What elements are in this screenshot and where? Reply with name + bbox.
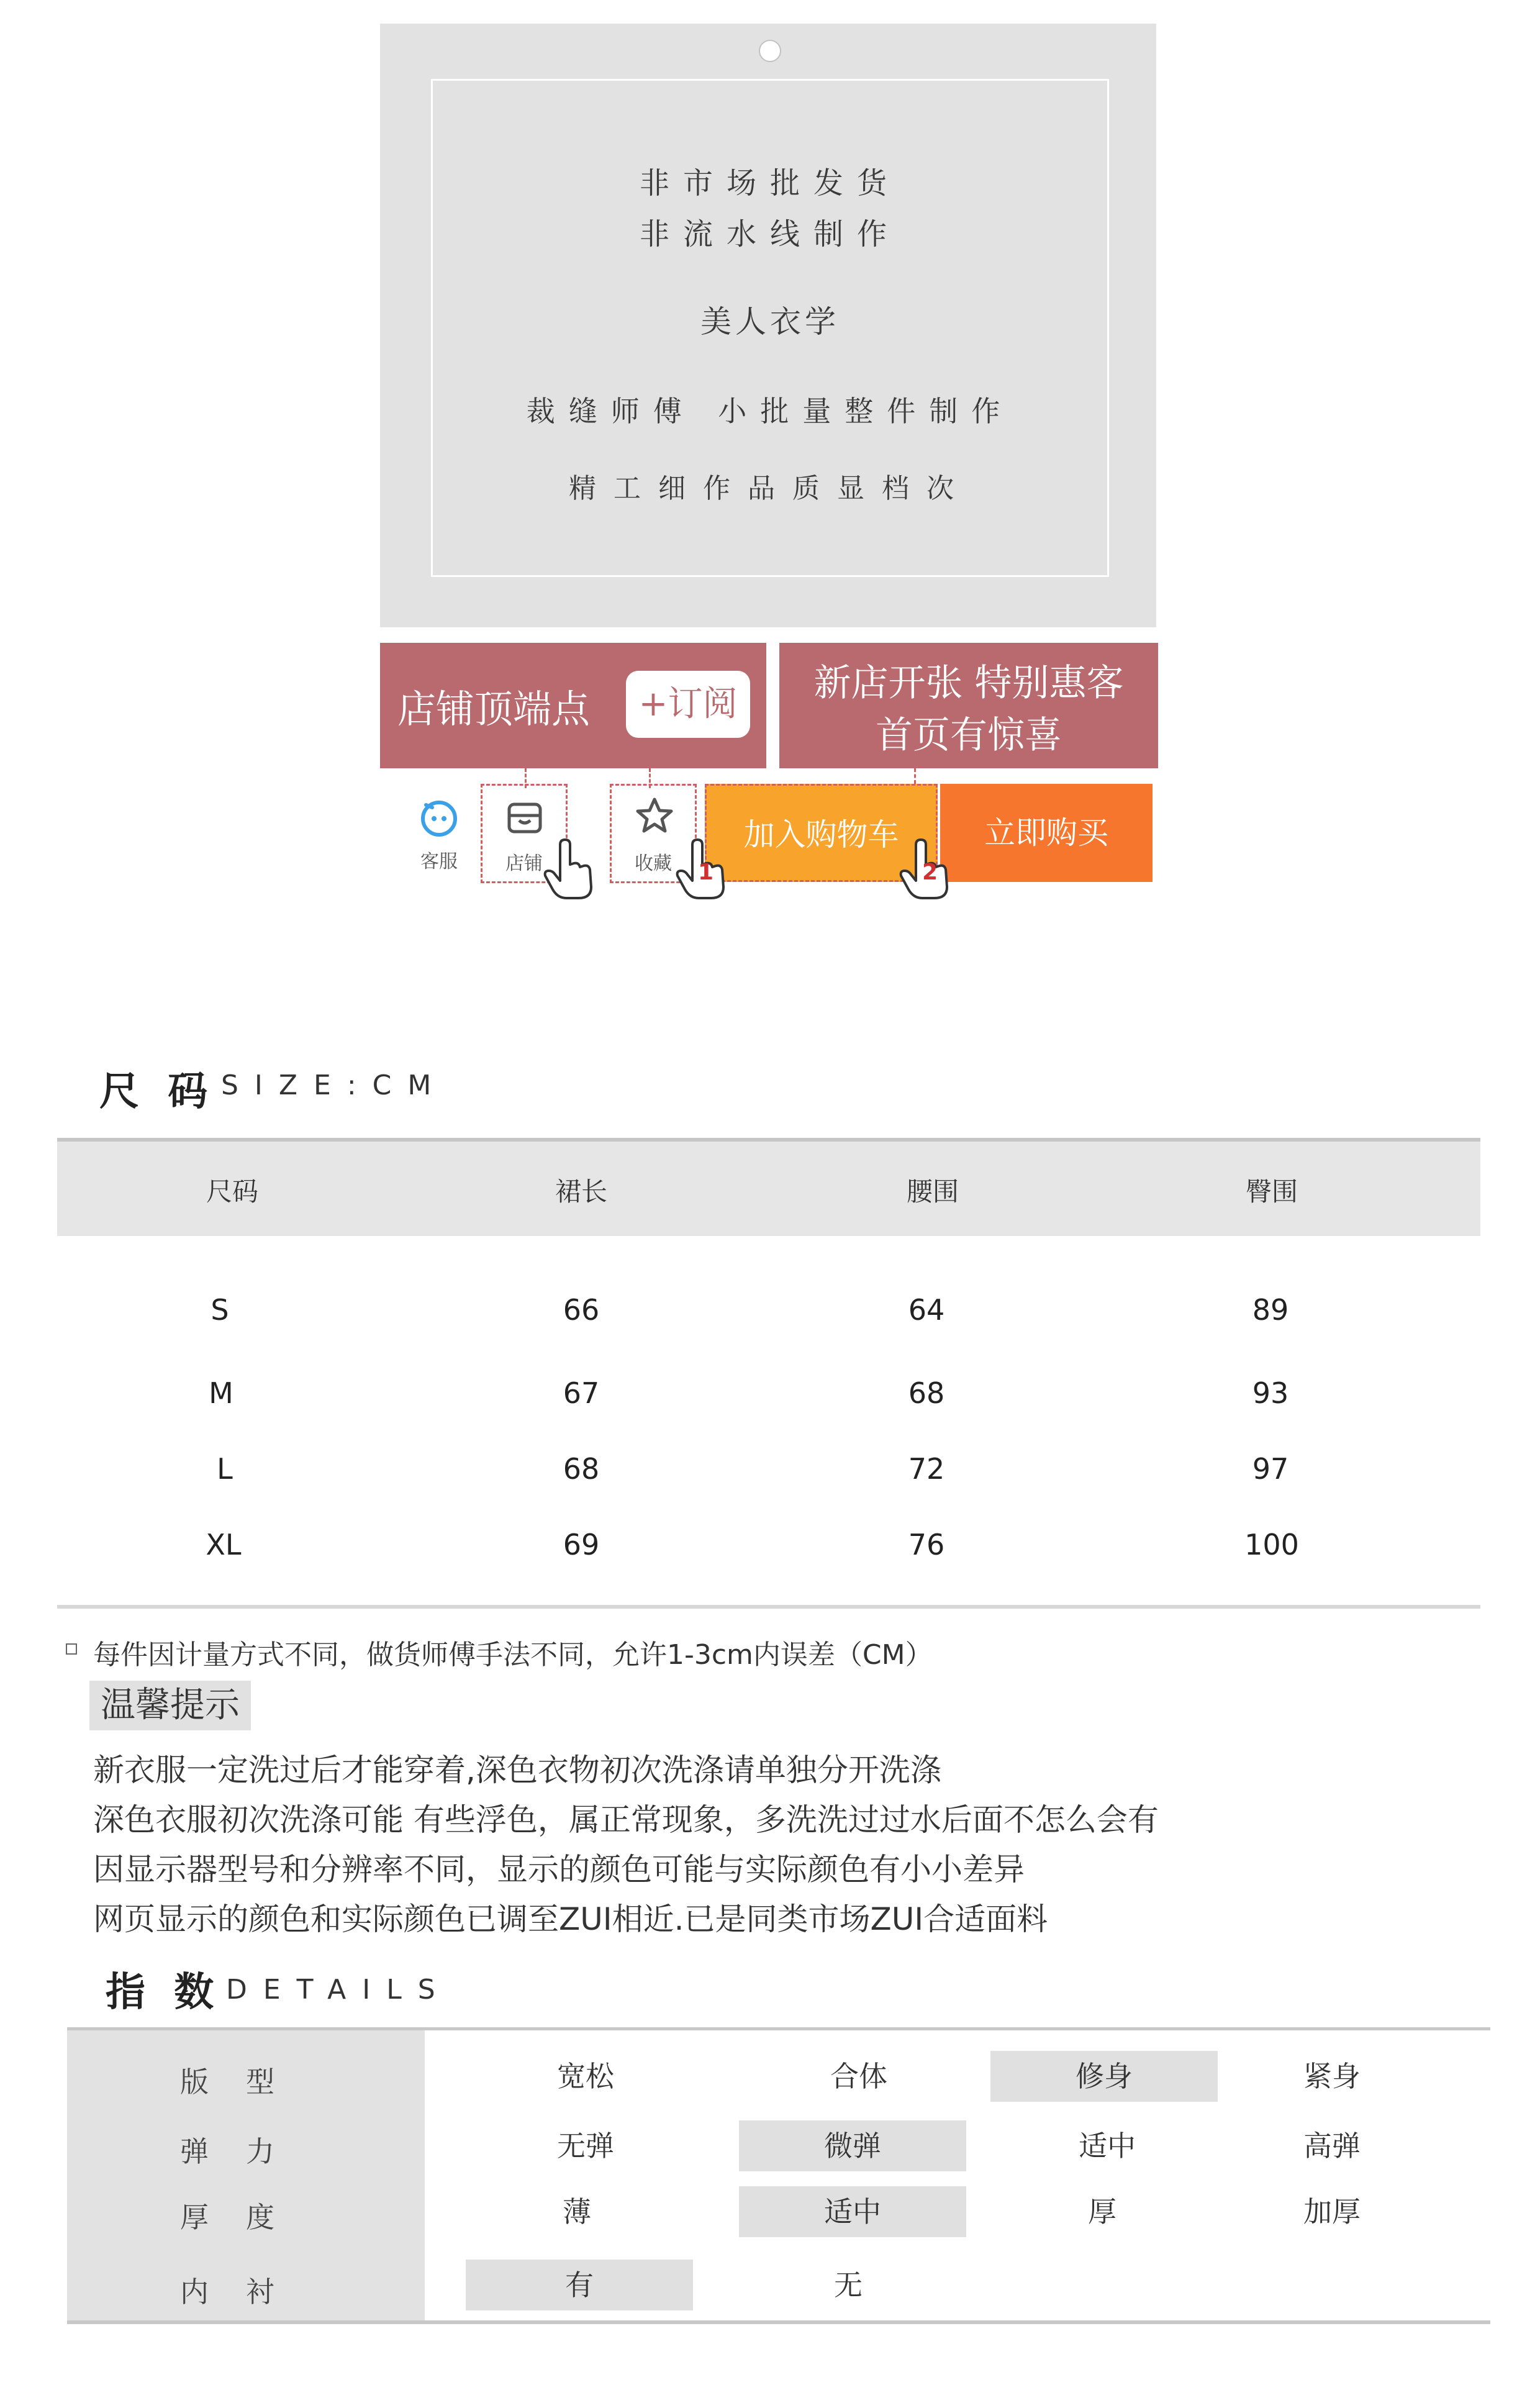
details-option: 适中 <box>1079 2129 1136 2163</box>
service-button[interactable] <box>399 789 479 882</box>
details-option: 紧身 <box>1303 2060 1361 2093</box>
size-col-header: 腰围 <box>906 1176 959 1207</box>
divider <box>67 2027 1490 2030</box>
size-col-header: 臀围 <box>1245 1176 1298 1207</box>
store-label: 店铺 <box>505 853 543 874</box>
note-bullet <box>66 1643 77 1655</box>
tag-line-4: 裁缝师傅 小批量整件制作 <box>526 394 1014 428</box>
tag-line-2: 非流水线制作 <box>639 217 900 252</box>
step-number: 1 <box>698 860 714 885</box>
promo-right-line-2: 首页有惊喜 <box>876 714 1062 757</box>
size-note: 每件因计量方式不同，做货师傅手法不同，允许1-3cm内误差（CM） <box>93 1639 933 1671</box>
add-to-cart-button[interactable]: 加入购物车 <box>705 784 938 882</box>
buy-now-button[interactable]: 立即购买 <box>940 784 1153 882</box>
size-section-subtitle: SIZE:CM <box>221 1070 448 1101</box>
size-col-header: 尺码 <box>206 1176 258 1207</box>
details-label: 版型 <box>180 2065 312 2099</box>
details-option: 宽松 <box>557 2060 614 2093</box>
table-cell: 66 <box>563 1293 600 1327</box>
tip-line: 新衣服一定洗过后才能穿着,深色衣物初次洗涤请单独分开洗涤 <box>93 1752 941 1788</box>
table-cell: 100 <box>1244 1528 1299 1561</box>
tag-line-5: 精工细作品质显档次 <box>569 473 971 504</box>
table-cell: 89 <box>1252 1293 1289 1327</box>
favorite-label: 收藏 <box>635 853 672 874</box>
table-cell: 64 <box>908 1293 945 1327</box>
divider <box>57 1605 1480 1609</box>
tag-line-1: 非市场批发货 <box>639 166 900 201</box>
details-option: 厚 <box>1088 2195 1116 2228</box>
details-option: 薄 <box>563 2195 591 2228</box>
details-option: 无 <box>834 2268 863 2302</box>
details-option: 无弹 <box>557 2129 614 2163</box>
subscribe-button[interactable]: +订阅 <box>626 671 750 738</box>
details-option-selected: 适中 <box>739 2186 966 2237</box>
table-cell: S <box>211 1293 229 1327</box>
tag-brand: 美人衣学 <box>700 304 840 340</box>
size-col-header: 裙长 <box>555 1176 607 1207</box>
table-cell: 93 <box>1252 1376 1289 1410</box>
connector-line <box>914 768 916 784</box>
store-icon <box>505 798 544 839</box>
table-cell: 97 <box>1252 1452 1289 1486</box>
table-cell: M <box>209 1376 233 1410</box>
tip-line: 因显示器型号和分辨率不同，显示的颜色可能与实际颜色有小小差异 <box>93 1851 1025 1888</box>
divider <box>67 2320 1490 2324</box>
table-cell: 76 <box>908 1528 945 1561</box>
details-option-selected: 有 <box>466 2260 693 2310</box>
table-cell: 69 <box>563 1528 600 1561</box>
service-label: 客服 <box>420 851 458 873</box>
table-cell: 68 <box>908 1376 945 1410</box>
size-section-title: 尺 码 <box>99 1069 215 1115</box>
details-option-selected: 修身 <box>990 2051 1218 2102</box>
step-number: 2 <box>922 860 938 885</box>
star-icon <box>635 796 674 838</box>
promo-right-line-1: 新店开张 特别惠客 <box>813 661 1124 705</box>
service-icon <box>417 796 461 842</box>
details-option: 合体 <box>830 2060 887 2093</box>
table-cell: L <box>217 1452 233 1486</box>
tag-hole <box>759 40 781 62</box>
divider <box>57 1138 1480 1142</box>
details-option: 加厚 <box>1303 2195 1361 2228</box>
details-section-title: 指 数 <box>106 1969 222 2015</box>
table-cell: XL <box>206 1528 242 1561</box>
table-cell: 67 <box>563 1376 600 1410</box>
details-section-subtitle: DETAILS <box>226 1974 451 2006</box>
details-label: 厚度 <box>180 2201 312 2234</box>
details-label: 内衬 <box>180 2275 312 2309</box>
details-label: 弹力 <box>180 2135 312 2168</box>
details-option: 高弹 <box>1303 2129 1361 2163</box>
tips-title: 温馨提示 <box>89 1681 251 1730</box>
table-cell: 68 <box>563 1452 600 1486</box>
hand-pointer-icon <box>541 838 597 903</box>
table-cell: 72 <box>908 1452 945 1486</box>
tip-line: 深色衣服初次洗涤可能 有些浮色，属正常现象，多洗洗过过水后面不怎么会有 <box>93 1802 1159 1838</box>
tip-line: 网页显示的颜色和实际颜色已调至ZUI相近.已是同类市场ZUI合适面料 <box>93 1901 1048 1937</box>
details-option-selected: 微弹 <box>739 2120 966 2171</box>
promo-left-text: 店铺顶端点 <box>397 686 591 732</box>
